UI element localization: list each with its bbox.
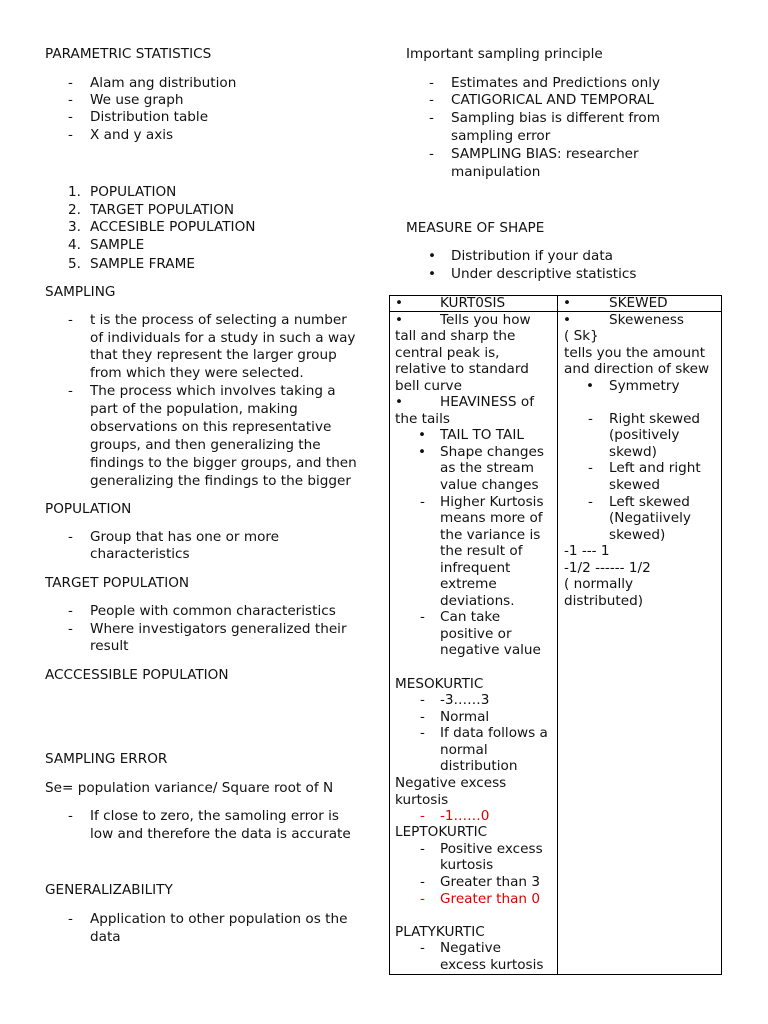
text-line: Distribution if your data [451, 248, 614, 264]
text-line: infrequent [440, 560, 511, 576]
table-divider [557, 295, 558, 975]
list-item: POPULATION [90, 184, 177, 200]
text-line: If close to zero, the samoling error is [90, 808, 339, 824]
list-item: SAMPLE FRAME [90, 256, 195, 272]
list-item: X and y axis [90, 127, 174, 143]
text-line: skewed [609, 477, 660, 493]
text-line: Left skewed [609, 494, 690, 510]
text-line: If data follows a [440, 725, 548, 741]
text-line: extreme [440, 576, 497, 592]
parametric-heading: PARAMETRIC STATISTICS [45, 46, 212, 62]
text-line: t is the process of selecting a number [90, 312, 347, 328]
text-line: Group that has one or more [90, 529, 280, 545]
text-line: deviations. [440, 593, 515, 609]
text-line: The process which involves taking a [90, 383, 336, 399]
list-item: We use graph [90, 92, 184, 108]
text-line: -1 --- 1 [564, 543, 610, 559]
text-line: that they represent the larger group [90, 347, 337, 363]
list-item: Alam ang distribution [90, 75, 237, 91]
text-line: data [90, 929, 121, 945]
leptokurtic-label: LEPTOKURTIC [395, 824, 488, 840]
list-number: 2. [68, 202, 81, 218]
text-line: -1/2 ------ 1/2 [564, 560, 651, 576]
text-line: Can take [440, 609, 501, 625]
text-line: skewd) [609, 444, 657, 460]
text-line: Tells you how [440, 312, 531, 328]
text-line: Greater than 3 [440, 874, 540, 890]
text-line: Symmetry [609, 378, 680, 394]
formula: Se= population variance/ Square root of N [45, 780, 334, 796]
list-item: TARGET POPULATION [90, 202, 235, 218]
accessible-heading: ACCCESSIBLE POPULATION [45, 667, 229, 683]
text-line: Higher Kurtosis [440, 494, 544, 510]
sampling-heading: SAMPLING [45, 284, 116, 300]
list-number: 3. [68, 219, 81, 235]
text-line: Negative [440, 940, 502, 956]
text-line: central peak is, [395, 345, 500, 361]
text-line: TAIL TO TAIL [440, 427, 524, 443]
text-line: result [90, 638, 129, 654]
text-line: low and therefore the data is accurate [90, 826, 351, 842]
target-heading: TARGET POPULATION [45, 575, 190, 591]
text-line: part of the population, making [90, 401, 298, 417]
text-line: Estimates and Predictions only [451, 75, 661, 91]
text-line: the variance is [440, 527, 541, 543]
text-line: manipulation [451, 164, 541, 180]
text-line: characteristics [90, 546, 190, 562]
text-line: tall and sharp the [395, 328, 516, 344]
text-line: value changes [440, 477, 539, 493]
text-line: (Negatiively [609, 510, 691, 526]
list-item: ACCESIBLE POPULATION [90, 219, 256, 235]
text-line: ( Sk} [564, 328, 599, 344]
text-line: normal [440, 742, 488, 758]
text-line: the result of [440, 543, 523, 559]
text-line: Where investigators generalized their [90, 621, 347, 637]
text-line: sampling error [451, 128, 551, 144]
text-line: and direction of skew [564, 361, 710, 377]
text-line: -3……3 [440, 692, 490, 708]
shape-heading: MEASURE OF SHAPE [406, 220, 545, 236]
text-line: of individuals for a study in such a way [90, 330, 356, 346]
shape-table [389, 295, 722, 975]
text-line: skewed) [609, 527, 666, 543]
text-line: findings to the bigger groups, and then [90, 455, 357, 471]
text-line: Positive excess [440, 841, 543, 857]
sampling-error-heading: SAMPLING ERROR [45, 751, 168, 767]
text-line: Skeweness [609, 312, 685, 328]
text-line: CATIGORICAL AND TEMPORAL [451, 92, 654, 108]
generalizability-heading: GENERALIZABILITY [45, 882, 173, 898]
text-line: observations on this representative [90, 419, 332, 435]
text-line: bell curve [395, 378, 462, 394]
text-line: Under descriptive statistics [451, 266, 637, 282]
text-line: Application to other population os the [90, 911, 348, 927]
text-line: the tails [395, 411, 450, 427]
text-line: generalizing the findings to the bigger [90, 473, 351, 489]
list-item: SAMPLE [90, 237, 145, 253]
text-line: kurtosis [395, 792, 449, 808]
text-line: (positively [609, 427, 680, 443]
text-line: Right skewed [609, 411, 701, 427]
text-line: HEAVINESS of [440, 394, 534, 410]
principle-heading: Important sampling principle [406, 46, 603, 62]
text-line: positive or [440, 626, 512, 642]
text-line: distributed) [564, 593, 644, 609]
kurtosis-header: KURT0SIS [440, 295, 506, 311]
text-line: People with common characteristics [90, 603, 336, 619]
text-line: from which they were selected. [90, 365, 304, 381]
list-number: 1. [68, 184, 81, 200]
text-line: distribution [440, 758, 518, 774]
text-line: Greater than 0 [440, 891, 540, 907]
mesokurtic-label: MESOKURTIC [395, 676, 484, 692]
text-line: ( normally [564, 576, 634, 592]
text-line: negative value [440, 642, 541, 658]
text-line: tells you the amount [564, 345, 706, 361]
text-line: as the stream [440, 460, 535, 476]
text-line: relative to standard [395, 361, 529, 377]
population-heading: POPULATION [45, 501, 132, 517]
list-number: 4. [68, 237, 81, 253]
text-line: means more of [440, 510, 543, 526]
platykurtic-label: PLATYKURTIC [395, 924, 485, 940]
text-line: excess kurtosis [440, 957, 544, 973]
text-line: kurtosis [440, 857, 494, 873]
text-line: Shape changes [440, 444, 544, 460]
skewed-header: SKEWED [609, 295, 668, 311]
text-line: Negative excess [395, 775, 507, 791]
list-item: Distribution table [90, 109, 209, 125]
text-line: Sampling bias is different from [451, 110, 660, 126]
text-line: Normal [440, 709, 490, 725]
text-line: groups, and then generalizing the [90, 437, 321, 453]
text-line: Left and right [609, 460, 701, 476]
text-line: -1……0 [440, 808, 490, 824]
text-line: SAMPLING BIAS: researcher [451, 146, 639, 162]
list-number: 5. [68, 256, 81, 272]
